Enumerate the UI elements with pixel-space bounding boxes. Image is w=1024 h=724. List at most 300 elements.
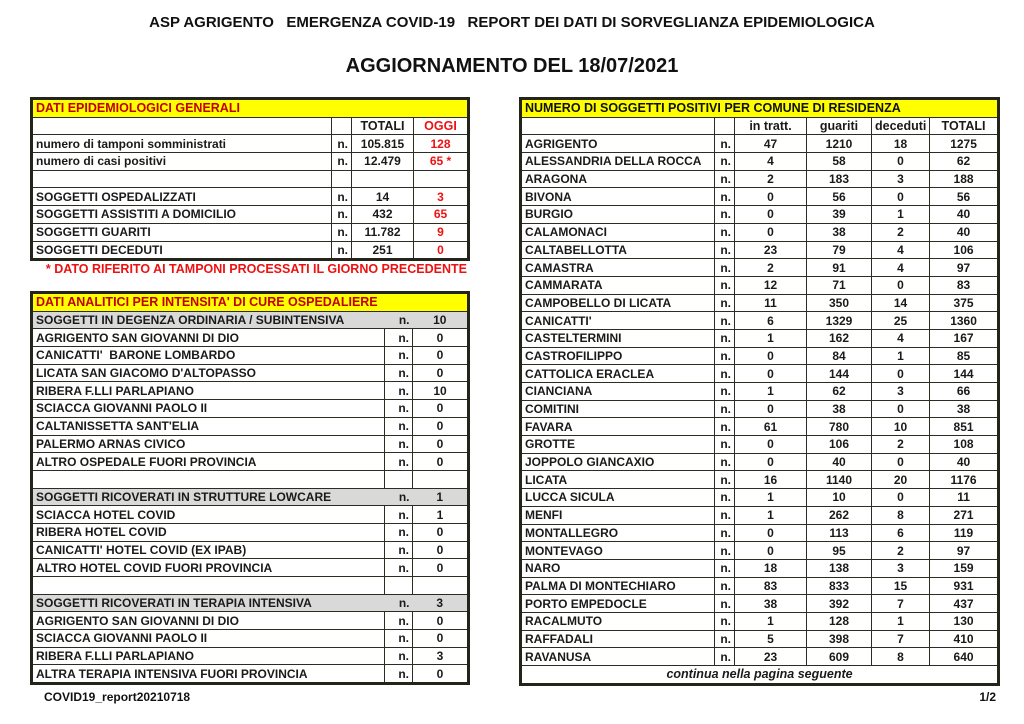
table-row bbox=[521, 294, 999, 312]
guariti-value-cell: 71 bbox=[807, 276, 872, 294]
table-row bbox=[32, 206, 469, 224]
deceduti-value-cell: 0 bbox=[872, 453, 930, 471]
totali-value-cell: 130 bbox=[930, 612, 999, 630]
column-header-guariti: guariti bbox=[807, 117, 872, 135]
table-title-row bbox=[32, 99, 469, 118]
table-row bbox=[32, 153, 469, 171]
totali-value-cell: 251 bbox=[352, 241, 414, 260]
table-row bbox=[521, 524, 999, 542]
in-tratt-value-cell: 18 bbox=[735, 559, 807, 577]
oggi-value-cell: 9 bbox=[414, 223, 469, 241]
commune-name-cell: CALTABELLOTTA bbox=[521, 241, 715, 259]
value-cell: 0 bbox=[413, 329, 469, 347]
guariti-value-cell: 144 bbox=[807, 365, 872, 383]
totali-value-cell: 40 bbox=[930, 453, 999, 471]
totali-value-cell: 66 bbox=[930, 383, 999, 401]
table-row bbox=[521, 453, 999, 471]
n-label-cell: n. bbox=[715, 648, 735, 666]
n-label-cell: n. bbox=[385, 523, 413, 541]
n-label-cell: n. bbox=[715, 489, 735, 507]
deceduti-value-cell: 8 bbox=[872, 506, 930, 524]
deceduti-value-cell: 7 bbox=[872, 630, 930, 648]
value-cell: 0 bbox=[413, 630, 469, 648]
column-header-totali: TOTALI bbox=[930, 117, 999, 135]
table-row bbox=[32, 577, 469, 595]
guariti-value-cell: 91 bbox=[807, 259, 872, 277]
value-cell: 3 bbox=[413, 594, 469, 612]
n-label-cell: n. bbox=[385, 311, 413, 329]
in-tratt-value-cell: 5 bbox=[735, 630, 807, 648]
n-label-cell: n. bbox=[715, 595, 735, 613]
table-row bbox=[32, 135, 469, 153]
guariti-value-cell: 38 bbox=[807, 223, 872, 241]
table-row bbox=[521, 347, 999, 365]
n-label-cell: n. bbox=[385, 559, 413, 577]
totali-value-cell: 62 bbox=[930, 153, 999, 171]
row-label-cell: SOGGETTI IN DEGENZA ORDINARIA / SUBINTENSIVA bbox=[32, 311, 385, 329]
guariti-value-cell: 106 bbox=[807, 436, 872, 454]
totali-value-cell: 40 bbox=[930, 223, 999, 241]
value-cell: 0 bbox=[413, 612, 469, 630]
general-table-title: DATI EPIDEMIOLOGICI GENERALI bbox=[32, 99, 469, 118]
deceduti-value-cell: 2 bbox=[872, 436, 930, 454]
in-tratt-value-cell: 61 bbox=[735, 418, 807, 436]
in-tratt-value-cell: 38 bbox=[735, 595, 807, 613]
guariti-value-cell: 833 bbox=[807, 577, 872, 595]
commune-name-cell: GROTTE bbox=[521, 436, 715, 454]
commune-name-cell: RACALMUTO bbox=[521, 612, 715, 630]
deceduti-value-cell: 4 bbox=[872, 241, 930, 259]
deceduti-value-cell: 3 bbox=[872, 559, 930, 577]
table-row bbox=[32, 559, 469, 577]
deceduti-value-cell: 0 bbox=[872, 365, 930, 383]
commune-name-cell: CAMASTRA bbox=[521, 259, 715, 277]
n-label-cell: n. bbox=[715, 312, 735, 330]
row-label-cell: ALTRO OSPEDALE FUORI PROVINCIA bbox=[32, 453, 385, 471]
commune-name-cell: MENFI bbox=[521, 506, 715, 524]
in-tratt-value-cell: 0 bbox=[735, 542, 807, 560]
commune-name-cell: AGRIGENTO bbox=[521, 135, 715, 153]
n-label-cell: n. bbox=[385, 417, 413, 435]
table-row bbox=[32, 170, 469, 188]
guariti-value-cell: 1210 bbox=[807, 135, 872, 153]
hospital-care-table bbox=[30, 291, 470, 685]
n-label-cell: n. bbox=[332, 206, 352, 224]
guariti-value-cell: 113 bbox=[807, 524, 872, 542]
row-label-cell: RIBERA HOTEL COVID bbox=[32, 523, 385, 541]
totali-value-cell: 97 bbox=[930, 259, 999, 277]
n-label-cell: n. bbox=[715, 294, 735, 312]
guariti-value-cell: 84 bbox=[807, 347, 872, 365]
totali-value-cell: 640 bbox=[930, 648, 999, 666]
table-row bbox=[521, 259, 999, 277]
document-filename: COVID19_report20210718 bbox=[44, 690, 191, 704]
totali-value-cell: 108 bbox=[930, 436, 999, 454]
n-label-cell: n. bbox=[385, 364, 413, 382]
totali-value-cell: 271 bbox=[930, 506, 999, 524]
table-row bbox=[521, 542, 999, 560]
value-cell: 0 bbox=[413, 665, 469, 684]
value-cell: 1 bbox=[413, 488, 469, 506]
n-label-cell bbox=[385, 470, 413, 488]
in-tratt-value-cell: 2 bbox=[735, 259, 807, 277]
in-tratt-value-cell: 83 bbox=[735, 577, 807, 595]
n-label-cell: n. bbox=[385, 594, 413, 612]
column-header-row bbox=[521, 117, 999, 135]
n-label-cell: n. bbox=[385, 400, 413, 418]
table-row bbox=[521, 648, 999, 666]
commune-name-cell: CIANCIANA bbox=[521, 383, 715, 401]
in-tratt-value-cell: 11 bbox=[735, 294, 807, 312]
row-label-cell: numero di casi positivi bbox=[32, 153, 332, 171]
n-label-cell: n. bbox=[385, 506, 413, 524]
n-label-cell: n. bbox=[715, 612, 735, 630]
page-subtitle: AGGIORNAMENTO DEL 18/07/2021 bbox=[345, 55, 679, 77]
n-label-cell: n. bbox=[715, 259, 735, 277]
n-label-cell: n. bbox=[715, 542, 735, 560]
totali-value-cell: 144 bbox=[930, 365, 999, 383]
n-label-cell: n. bbox=[715, 436, 735, 454]
table-row bbox=[32, 329, 469, 347]
table-row bbox=[521, 188, 999, 206]
guariti-value-cell: 10 bbox=[807, 489, 872, 507]
in-tratt-value-cell: 1 bbox=[735, 506, 807, 524]
oggi-value-cell: 0 bbox=[414, 241, 469, 260]
commune-name-cell: LICATA bbox=[521, 471, 715, 489]
n-label-cell: n. bbox=[715, 383, 735, 401]
guariti-value-cell: 392 bbox=[807, 595, 872, 613]
guariti-value-cell: 1140 bbox=[807, 471, 872, 489]
n-label-cell: n. bbox=[715, 206, 735, 224]
table-row bbox=[521, 436, 999, 454]
continuation-note: continua nella pagina seguente bbox=[521, 666, 999, 685]
in-tratt-value-cell: 23 bbox=[735, 648, 807, 666]
table-row bbox=[521, 223, 999, 241]
row-label-cell: CANICATTI' BARONE LOMBARDO bbox=[32, 347, 385, 365]
n-label-cell: n. bbox=[385, 488, 413, 506]
commune-name-cell: CANICATTI' bbox=[521, 312, 715, 330]
commune-name-cell: ALESSANDRIA DELLA ROCCA bbox=[521, 153, 715, 171]
row-label-cell: SOGGETTI RICOVERATI IN STRUTTURE LOWCARE bbox=[32, 488, 385, 506]
row-label-cell: RIBERA F.LLI PARLAPIANO bbox=[32, 382, 385, 400]
totali-value-cell bbox=[352, 170, 414, 188]
totali-value-cell: 167 bbox=[930, 329, 999, 347]
deceduti-value-cell: 15 bbox=[872, 577, 930, 595]
value-cell: 0 bbox=[413, 364, 469, 382]
totali-value-cell: 12.479 bbox=[352, 153, 414, 171]
guariti-value-cell: 609 bbox=[807, 648, 872, 666]
care-table-title: DATI ANALITICI PER INTENSITA' DI CURE OSPEDALIERE bbox=[32, 293, 469, 312]
table-row bbox=[32, 523, 469, 541]
in-tratt-value-cell: 1 bbox=[735, 612, 807, 630]
commune-name-cell: COMITINI bbox=[521, 400, 715, 418]
deceduti-value-cell: 0 bbox=[872, 400, 930, 418]
table-row bbox=[32, 630, 469, 648]
totali-value-cell: 56 bbox=[930, 188, 999, 206]
n-label-cell: n. bbox=[385, 453, 413, 471]
guariti-value-cell: 350 bbox=[807, 294, 872, 312]
commune-name-cell: FAVARA bbox=[521, 418, 715, 436]
n-label-cell bbox=[385, 577, 413, 595]
totali-value-cell: 106 bbox=[930, 241, 999, 259]
row-label-cell bbox=[32, 577, 385, 595]
row-label-cell: LICATA SAN GIACOMO D'ALTOPASSO bbox=[32, 364, 385, 382]
table-row bbox=[521, 595, 999, 613]
deceduti-value-cell: 1 bbox=[872, 347, 930, 365]
in-tratt-value-cell: 0 bbox=[735, 206, 807, 224]
row-label-cell bbox=[32, 170, 332, 188]
n-label-cell: n. bbox=[715, 170, 735, 188]
totali-value-cell: 11.782 bbox=[352, 223, 414, 241]
deceduti-value-cell: 2 bbox=[872, 542, 930, 560]
value-cell: 0 bbox=[413, 523, 469, 541]
table-title-row bbox=[32, 293, 469, 312]
table-row bbox=[521, 329, 999, 347]
row-label-cell: RIBERA F.LLI PARLAPIANO bbox=[32, 647, 385, 665]
table-row bbox=[32, 612, 469, 630]
commune-name-cell: RAVANUSA bbox=[521, 648, 715, 666]
deceduti-value-cell: 18 bbox=[872, 135, 930, 153]
totali-value-cell: 159 bbox=[930, 559, 999, 577]
column-header-in-tratt: in tratt. bbox=[735, 117, 807, 135]
commune-name-cell: CASTROFILIPPO bbox=[521, 347, 715, 365]
guariti-value-cell: 262 bbox=[807, 506, 872, 524]
guariti-value-cell: 38 bbox=[807, 400, 872, 418]
value-cell: 0 bbox=[413, 417, 469, 435]
communes-table-title: NUMERO DI SOGGETTI POSITIVI PER COMUNE DI RESIDENZA bbox=[521, 99, 999, 118]
page-title: ASP AGRIGENTO EMERGENZA COVID-19 REPORT DEI DATI DI SORVEGLIANZA EPIDEMIOLOGICA bbox=[149, 14, 875, 31]
totali-value-cell: 105.815 bbox=[352, 135, 414, 153]
totali-value-cell: 85 bbox=[930, 347, 999, 365]
row-label-cell: SCIACCA GIOVANNI PAOLO II bbox=[32, 400, 385, 418]
n-label-cell bbox=[332, 170, 352, 188]
n-label-cell: n. bbox=[715, 276, 735, 294]
totali-value-cell: 1275 bbox=[930, 135, 999, 153]
in-tratt-value-cell: 2 bbox=[735, 170, 807, 188]
n-label-cell: n. bbox=[715, 135, 735, 153]
table-row bbox=[32, 647, 469, 665]
footnote: * DATO RIFERITO AI TAMPONI PROCESSATI IL GIORNO PRECEDENTE bbox=[45, 262, 467, 276]
value-cell bbox=[413, 577, 469, 595]
table-row bbox=[521, 559, 999, 577]
totali-value-cell: 38 bbox=[930, 400, 999, 418]
n-label-cell: n. bbox=[715, 471, 735, 489]
in-tratt-value-cell: 0 bbox=[735, 436, 807, 454]
n-label-cell: n. bbox=[385, 612, 413, 630]
guariti-value-cell: 62 bbox=[807, 383, 872, 401]
totali-value-cell: 14 bbox=[352, 188, 414, 206]
deceduti-value-cell: 4 bbox=[872, 329, 930, 347]
column-header-oggi: OGGI bbox=[414, 117, 469, 135]
in-tratt-value-cell: 16 bbox=[735, 471, 807, 489]
guariti-value-cell: 79 bbox=[807, 241, 872, 259]
oggi-value-cell: 65 * bbox=[414, 153, 469, 171]
value-cell bbox=[413, 470, 469, 488]
column-header-totali: TOTALI bbox=[352, 117, 414, 135]
commune-name-cell: NARO bbox=[521, 559, 715, 577]
row-label-cell: SOGGETTI GUARITI bbox=[32, 223, 332, 241]
value-cell: 0 bbox=[413, 541, 469, 559]
table-row bbox=[521, 400, 999, 418]
n-label-cell: n. bbox=[715, 223, 735, 241]
n-label-cell: n. bbox=[332, 223, 352, 241]
n-label-cell: n. bbox=[715, 418, 735, 436]
table-row bbox=[521, 506, 999, 524]
value-cell: 0 bbox=[413, 453, 469, 471]
oggi-value-cell bbox=[414, 170, 469, 188]
n-label-cell: n. bbox=[385, 647, 413, 665]
row-label-cell: SOGGETTI DECEDUTI bbox=[32, 241, 332, 260]
n-label-cell: n. bbox=[332, 241, 352, 260]
commune-name-cell: CASTELTERMINI bbox=[521, 329, 715, 347]
row-label-cell bbox=[32, 470, 385, 488]
commune-name-cell: MONTALLEGRO bbox=[521, 524, 715, 542]
row-label-cell: CANICATTI' HOTEL COVID (EX IPAB) bbox=[32, 541, 385, 559]
value-cell: 0 bbox=[413, 435, 469, 453]
in-tratt-value-cell: 0 bbox=[735, 365, 807, 383]
deceduti-value-cell: 4 bbox=[872, 259, 930, 277]
commune-name-cell: CAMMARATA bbox=[521, 276, 715, 294]
row-label-cell: SOGGETTI OSPEDALIZZATI bbox=[32, 188, 332, 206]
totali-value-cell: 432 bbox=[352, 206, 414, 224]
in-tratt-value-cell: 0 bbox=[735, 347, 807, 365]
totali-value-cell: 119 bbox=[930, 524, 999, 542]
commune-name-cell: LUCCA SICULA bbox=[521, 489, 715, 507]
totali-value-cell: 1176 bbox=[930, 471, 999, 489]
table-row bbox=[521, 365, 999, 383]
guariti-value-cell: 780 bbox=[807, 418, 872, 436]
commune-name-cell: PORTO EMPEDOCLE bbox=[521, 595, 715, 613]
table-row bbox=[32, 470, 469, 488]
deceduti-value-cell: 0 bbox=[872, 153, 930, 171]
in-tratt-value-cell: 0 bbox=[735, 400, 807, 418]
table-row bbox=[32, 382, 469, 400]
empty-cell bbox=[32, 117, 332, 135]
totali-value-cell: 97 bbox=[930, 542, 999, 560]
table-row bbox=[521, 153, 999, 171]
value-cell: 0 bbox=[413, 347, 469, 365]
deceduti-value-cell: 0 bbox=[872, 188, 930, 206]
in-tratt-value-cell: 12 bbox=[735, 276, 807, 294]
communes-positives-table bbox=[519, 97, 1000, 686]
table-row bbox=[32, 364, 469, 382]
row-label-cell: SCIACCA GIOVANNI PAOLO II bbox=[32, 630, 385, 648]
table-row bbox=[32, 506, 469, 524]
table-row bbox=[32, 400, 469, 418]
n-label-cell: n. bbox=[385, 329, 413, 347]
table-row bbox=[32, 594, 469, 612]
general-epidemiological-table bbox=[30, 97, 470, 261]
commune-name-cell: PALMA DI MONTECHIARO bbox=[521, 577, 715, 595]
row-label-cell: AGRIGENTO SAN GIOVANNI DI DIO bbox=[32, 329, 385, 347]
table-row bbox=[32, 241, 469, 260]
table-row bbox=[521, 577, 999, 595]
row-label-cell: AGRIGENTO SAN GIOVANNI DI DIO bbox=[32, 612, 385, 630]
totali-value-cell: 931 bbox=[930, 577, 999, 595]
guariti-value-cell: 56 bbox=[807, 188, 872, 206]
commune-name-cell: JOPPOLO GIANCAXIO bbox=[521, 453, 715, 471]
totali-value-cell: 437 bbox=[930, 595, 999, 613]
row-label-cell: ALTRO HOTEL COVID FUORI PROVINCIA bbox=[32, 559, 385, 577]
n-label-cell: n. bbox=[715, 453, 735, 471]
in-tratt-value-cell: 0 bbox=[735, 223, 807, 241]
table-row bbox=[521, 471, 999, 489]
n-label-cell: n. bbox=[715, 329, 735, 347]
table-row bbox=[521, 489, 999, 507]
row-label-cell: SOGGETTI RICOVERATI IN TERAPIA INTENSIVA bbox=[32, 594, 385, 612]
deceduti-value-cell: 8 bbox=[872, 648, 930, 666]
guariti-value-cell: 39 bbox=[807, 206, 872, 224]
oggi-value-cell: 3 bbox=[414, 188, 469, 206]
table-row bbox=[32, 488, 469, 506]
table-row bbox=[521, 312, 999, 330]
value-cell: 3 bbox=[413, 647, 469, 665]
row-label-cell: ALTRA TERAPIA INTENSIVA FUORI PROVINCIA bbox=[32, 665, 385, 684]
n-label-cell: n. bbox=[715, 506, 735, 524]
n-label-cell: n. bbox=[715, 153, 735, 171]
row-label-cell: numero di tamponi somministrati bbox=[32, 135, 332, 153]
row-label-cell: PALERMO ARNAS CIVICO bbox=[32, 435, 385, 453]
guariti-value-cell: 58 bbox=[807, 153, 872, 171]
continuation-row bbox=[521, 666, 999, 685]
row-label-cell: SOGGETTI ASSISTITI A DOMICILIO bbox=[32, 206, 332, 224]
commune-name-cell: CALAMONACI bbox=[521, 223, 715, 241]
table-row bbox=[32, 311, 469, 329]
value-cell: 10 bbox=[413, 311, 469, 329]
n-label-cell: n. bbox=[385, 665, 413, 684]
totali-value-cell: 83 bbox=[930, 276, 999, 294]
n-label-cell: n. bbox=[385, 541, 413, 559]
n-label-cell: n. bbox=[385, 382, 413, 400]
guariti-value-cell: 183 bbox=[807, 170, 872, 188]
row-label-cell: SCIACCA HOTEL COVID bbox=[32, 506, 385, 524]
table-row bbox=[521, 276, 999, 294]
in-tratt-value-cell: 23 bbox=[735, 241, 807, 259]
table-row bbox=[32, 188, 469, 206]
deceduti-value-cell: 7 bbox=[872, 595, 930, 613]
table-row bbox=[32, 417, 469, 435]
guariti-value-cell: 1329 bbox=[807, 312, 872, 330]
table-row bbox=[32, 223, 469, 241]
commune-name-cell: MONTEVAGO bbox=[521, 542, 715, 560]
n-label-cell: n. bbox=[715, 577, 735, 595]
commune-name-cell: CAMPOBELLO DI LICATA bbox=[521, 294, 715, 312]
table-row bbox=[521, 630, 999, 648]
table-row bbox=[521, 206, 999, 224]
empty-cell bbox=[715, 117, 735, 135]
page-number: 1/2 bbox=[979, 690, 996, 704]
table-row bbox=[521, 418, 999, 436]
totali-value-cell: 40 bbox=[930, 206, 999, 224]
guariti-value-cell: 138 bbox=[807, 559, 872, 577]
table-row bbox=[521, 135, 999, 153]
table-row bbox=[32, 453, 469, 471]
table-row bbox=[32, 435, 469, 453]
in-tratt-value-cell: 1 bbox=[735, 383, 807, 401]
in-tratt-value-cell: 0 bbox=[735, 453, 807, 471]
n-label-cell: n. bbox=[715, 400, 735, 418]
n-label-cell: n. bbox=[332, 188, 352, 206]
guariti-value-cell: 40 bbox=[807, 453, 872, 471]
empty-cell bbox=[521, 117, 715, 135]
deceduti-value-cell: 1 bbox=[872, 206, 930, 224]
value-cell: 0 bbox=[413, 400, 469, 418]
totali-value-cell: 410 bbox=[930, 630, 999, 648]
deceduti-value-cell: 3 bbox=[872, 383, 930, 401]
totali-value-cell: 1360 bbox=[930, 312, 999, 330]
totali-value-cell: 851 bbox=[930, 418, 999, 436]
table-row bbox=[521, 170, 999, 188]
